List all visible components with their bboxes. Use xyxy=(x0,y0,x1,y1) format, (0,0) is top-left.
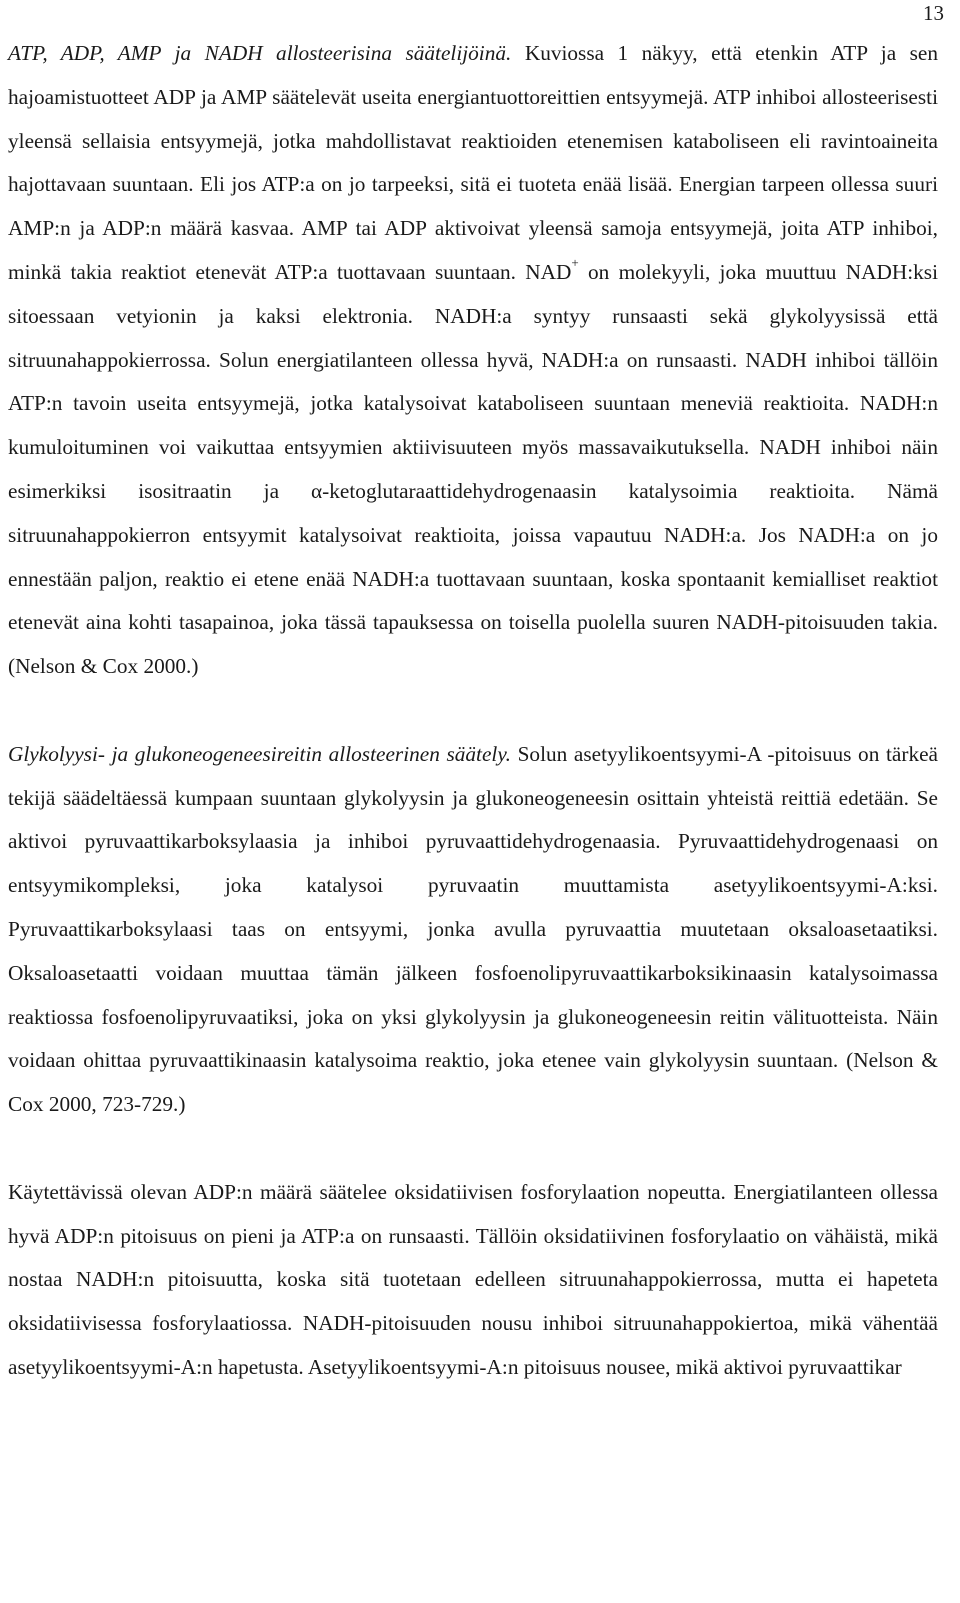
paragraph-heading: ATP, ADP, AMP ja NADH allosteerisina säätelijöinä. xyxy=(8,41,512,65)
paragraph-atp-regulation xyxy=(8,32,938,689)
paragraph-adp-regulation xyxy=(8,1171,938,1390)
paragraph-text: Käytettävissä olevan ADP:n määrä säätelee oksidatiivisen fosforylaation nopeutta. Energiatilanteen ollessa hyvä ADP:n pitoisuus on pieni ja ATP:a on runsaasti. Tällöin oksidatiivinen fosforylaatio on vähäistä, mikä nostaa NADH:n pitoisuutta, koska sitä tuotetaan edelleen sitruunahappokierrossa, mutta ei hapeteta oksidatiivisessa fosforylaatiossa. NADH-pitoisuuden nousu inhiboi sitruunahappokiertoa, mikä vähentää asetyylikoentsyymi-A:n hapetusta. Asetyylikoentsyymi-A:n pitoisuus nousee, mikä aktivoi pyruvaattikar xyxy=(8,1179,938,1379)
paragraph-text-continued: on molekyyli, joka muuttuu NADH:ksi sitoessaan vetyionin ja kaksi elektronia. NADH:a syntyy runsaasti sekä glykolyysissä että sitruunahappokierrossa. Solun energiatilanteen ollessa hyvä, NADH:a on runsaasti. NADH inhiboi tällöin ATP:n tavoin useita entsyymejä, jotka katalysoivat kataboliseen suuntaan meneviä reaktioita. NADH:n kumuloituminen voi vaikuttaa entsyymien aktiivisuuteen myös massavaikutuksella. NADH inhiboi näin esimerkiksi isositraatin ja α-ketoglutaraattidehydrogenaasin katalysoimia reaktioita. Nämä sitruunahappokierron entsyymit katalysoivat reaktioita, joissa vapautuu NADH:a. Jos NADH:a on jo ennestään paljon, reaktio ei etene enää NADH:a tuottavaan suuntaan, koska spontaanit kemialliset reaktiot etenevät aina kohti tasapainoa, joka tässä tapauksessa on toisella puolella suuren NADH-pitoisuuden takia. (Nelson & Cox 2000.) xyxy=(8,259,939,679)
document-body xyxy=(8,32,938,1390)
paragraph-heading: Glykolyysi- ja glukoneogeneesireitin allosteerinen säätely. xyxy=(8,741,511,766)
superscript-plus: + xyxy=(571,254,579,270)
paragraph-text: Kuviossa 1 näkyy, että etenkin ATP ja sen hajoamistuotteet ADP ja AMP säätelevät useita energiantuottoreittien entsyymejä. ATP inhiboi allosteerisesti yleensä sellaisia entsyymejä, jotka mahdollistavat reaktioiden etenemisen kataboliseen eli ravintoaineita hajottavaan suuntaan. Eli jos ATP:a on jo tarpeeksi, sitä ei tuoteta enää lisää. Energian tarpeen ollessa suuri AMP:n ja ADP:n määrä kasvaa. AMP tai ADP aktivoivat yleensä samoja entsyymejä, joita ATP inhiboi, minkä takia reaktiot etenevät ATP:a tuottavaan suuntaan. NAD xyxy=(8,41,939,284)
page-number: 13 xyxy=(923,1,944,25)
paragraph-text: Solun asetyylikoentsyymi-A -pitoisuus on tärkeä tekijä säädeltäessä kumpaan suuntaan glykolyysin ja glukoneogeneesin osittain yhteistä reittiä edetään. Se aktivoi pyruvaattikarboksylaasia ja inhiboi pyruvaattidehydrogenaasia. Pyruvaattidehydrogenaasi on entsyymikompleksi, joka katalysoi pyruvaatin muuttamista asetyylikoentsyymi-A:ksi. Pyruvaattikarboksylaasi taas on entsyymi, jonka avulla pyruvaattia muutetaan oksaloasetaatiksi. Oksaloasetaatti voidaan muuttaa tämän jälkeen fosfoenolipyruvaattikarboksikinaasin katalysoimassa reaktiossa fosfoenolipyruvaatiksi, joka on yksi glykolyysin ja glukoneogeneesin reitin välituotteista. Näin voidaan ohittaa pyruvaattikinaasin katalysoima reaktio, joka etenee vain glykolyysin suuntaan. (Nelson & Cox 2000, 723-729.) xyxy=(8,741,938,1117)
paragraph-glycolysis-regulation xyxy=(8,733,938,1127)
